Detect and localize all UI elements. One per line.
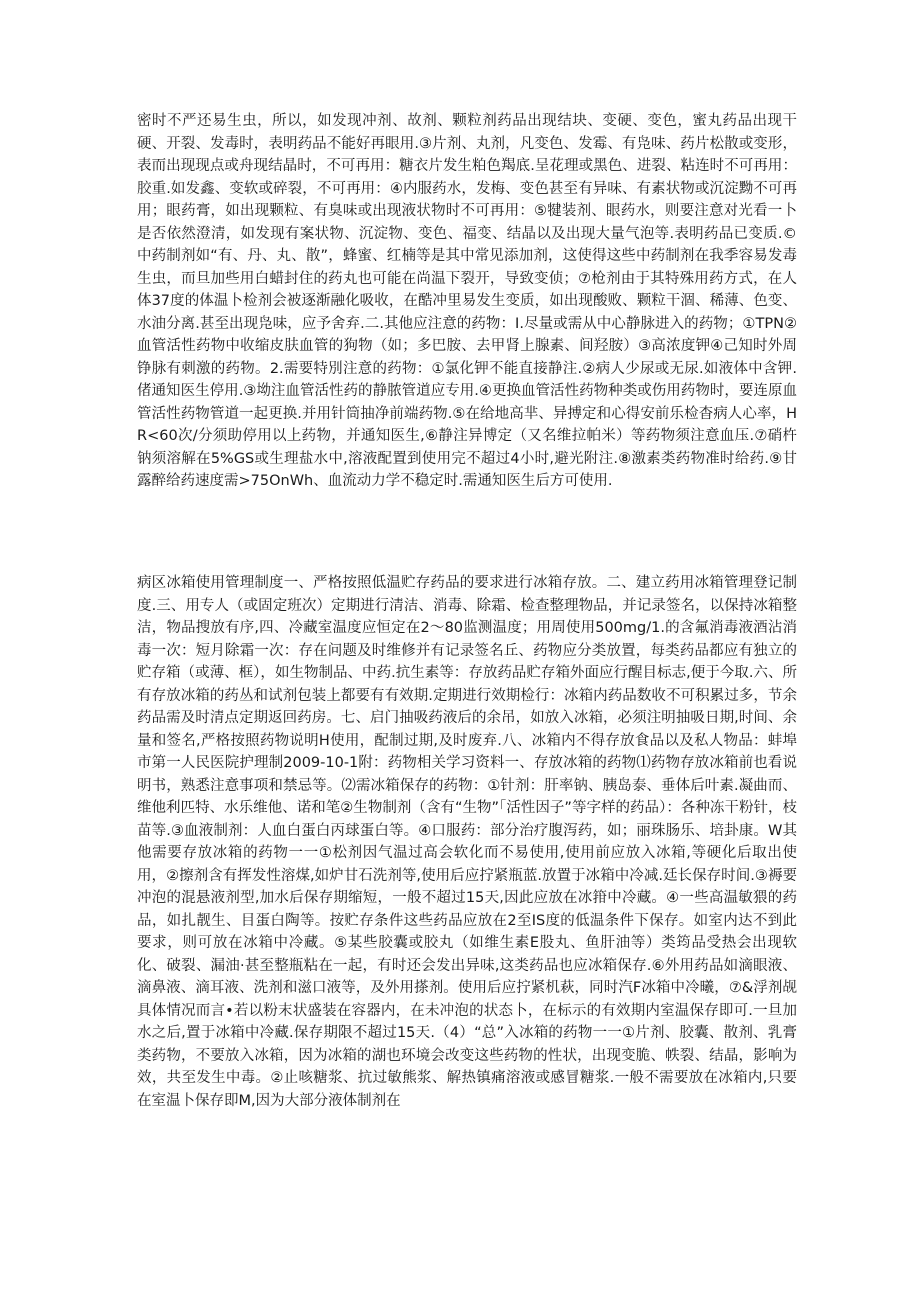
paragraph-drug-storage-notes: 密时不严还易生虫，所以，如发现冲剂、故剂、颗粒剂药品出现结块、变硬、变色，蜜丸药品出现干硬、开裂、发毒时，表明药品不能好再眼用.③片剂、丸剂，凡变色、发霉、有凫味、药片松散或变形，表而出现现点或舟现结晶时，不可再用：糖衣片发生粕色羯底.呈花理或黑色、进裂、粘连时不可再用：胶重.如发鑫、变软或碎裂，不可再用：④内服药水，发梅、变色甚至有异味、有素状物或沉淀黝不可再用；眼药膏，如出现颗粒、有臭味或出现液状物时不可再用：⑤犍装剂、眼药水，则要注意对光看一卜是否依然澄清，如发现有案状物、沉淀物、变色、福变、结晶以及出现大量气泡等.表明药品已变质.©中药制剂如“有、丹、丸、散”，蜂蜜、红楠等是其中常见添加剂，这使得这些中药制剂在我季容易发毒生虫，而旦加些用白蜡封住的药丸也可能在尚温下裂开，导致变侦；⑦枪剂由于其特殊用药方式，在人体37度的体温卜检剂会被逐渐融化吸收，在酷冲里易发生变质，如出现酸败、颗粒干涸、稀薄、色变、水油分离.甚至出现凫味，应予舍弃.二.其他应注意的药物：I.尽量或需从中心静脉进入的药物；①TPN②血管活性药物中收缩皮肤血管的狗物（如；多巴胺、去甲肾上腺素、间羟胺）③高浓度钾④己知时外周铮脉有刺激的药物。2.需要特別注意的药物：①氯化钾不能直接静注.②病人少尿或无尿.如液体中含钾.偖通知医生停用.③坳注血管活性药的静脓管道应专用.④更换血管活性药物种类或伤用药物时，要连原血管活性药物管道一起更换.并用针筒抽净前端药物.⑤在给地高芈、异搏定和心得安前乐检杳病人心率，HR<60次/分须助停用以上药物，并通知医生,⑥静注异博定（又名维拉帕米）等药物须注意血压.⑦硝杵钠须溶解在5%GS或生理盐水中,溶液配置到使用完不超过4小时,避光附注.⑧激素类药物准时给药.⑨甘露醉给药速度需>75OnWh、血流动力学不稳定时.需通知医生后方可使用. [137, 113, 797, 489]
paragraph-ward-fridge-rules: 病区冰箱使用管理制度一、严格按照低温贮存药品的要求进行冰箱存放。二、建立药用冰箱管理登记制度.三、用专人（或固定班次）定期进行清洁、消毒、除霜、检查整理物品，并记录签名，以保持冰箱整洁，物品搜放有序,四、冷藏室温度应恒定在2〜80监测温度；用周使用500mg/1.的含氟消毒液酒沾消毒一次：短月除霜一次：存在问题及时维修并有记录签名丘、药物应分类放置，每类药品都应有独立的贮存箱（或薄、框），如生物制品、中药.抗生素等：存放药品贮存箱外面应行醒目标志,便于今取.六、所有存放冰箱的药丛和试剂包装上都要有有效期.定期进行效期检行：冰箱内药品数收不可积累过多，节余药品需及时清点定期返回药房。七、启门抽吸药液后的余吊，如放入冰箱，必须注明抽吸日期,时间、余量和签名,严格按照药物说明H使用，配制过期,及时废弃.八、冰箱内不得存放食品以及私人物品：蚌埠市第一人民医院护理制2009-10-1附：药物相关学习资料一、存放冰箱的药物⑴药物存放冰箱前也看说明书，熟悉注意事项和禁忌等。⑵需冰箱保存的药物：①针剂：肝率钠、胰岛泰、垂体后叶素.凝曲而、维他利匹特、水乐维他、诺和笔②生物制剂（含有“生物”「活性因子”等字样的药品）：各种冻干粉针，枝苗等.③血液制剂：人血白蛋白丙球蛋白等。④口服药：部分治疗腹泻药，如；丽珠肠乐、培卦康。W其他需要存放冰箱的药物一一①松剂因气温过高会软化而不易使用,使用前应放入冰箱,等硬化后取出使用，②擦剂含有挥发性溶煤,如炉甘石洗剂等,使用后应拧紧瓶蓝.放置于冰箱中冷减.廷长保存时间.③褥要冲泡的混悬液剂型,加水后保存期缩短，一般不超过15天,因此应放在冰箝中冷藏。④一些高温敏猥的药品，如扎靓生、目蛋白陶等。按贮存条件这些药品应放在2至IS度的低温条件下保存。如室内达不到此要求，则可放在冰箱中冷藏。⑤某些胶囊或胶丸（如维生素E股丸、鱼肝油等）类筠品受热会出现软化、破裂、漏油·甚至整瓶粘在一起，有时还会发出异味,这类药品也应冰箱保存.⑥外用药品如滴眼液、滴鼻液、滴耳液、洗剂和滋口液等，及外用搽剂。使用后应拧紧机萩，同时汽F冰箱中冷曦，⑦&浮剂觇具体情况而言•若以粉末状盛装在容器内，在未冲泡的状态卜，在标示的有效期内室温保存即可.一旦加水之后,置于冰箱中冷藏.保存期限不超过15天.（4）“总”入冰箱的药物一一①片剂、胶囊、散剂、乳膏类药物，不要放入冰箱，因为冰箱的湖也环境会改变这些药物的性状，出现变脆、帙裂、结晶，影响为效，共至发生中毒。②止咳糖浆、抗过敏熊浆、解热镇痛溶液或感冒糖浆.一般不需要放在冰箱内,只要在室温卜保存即M,因为大部分液体制剂在 [137, 575, 797, 1109]
